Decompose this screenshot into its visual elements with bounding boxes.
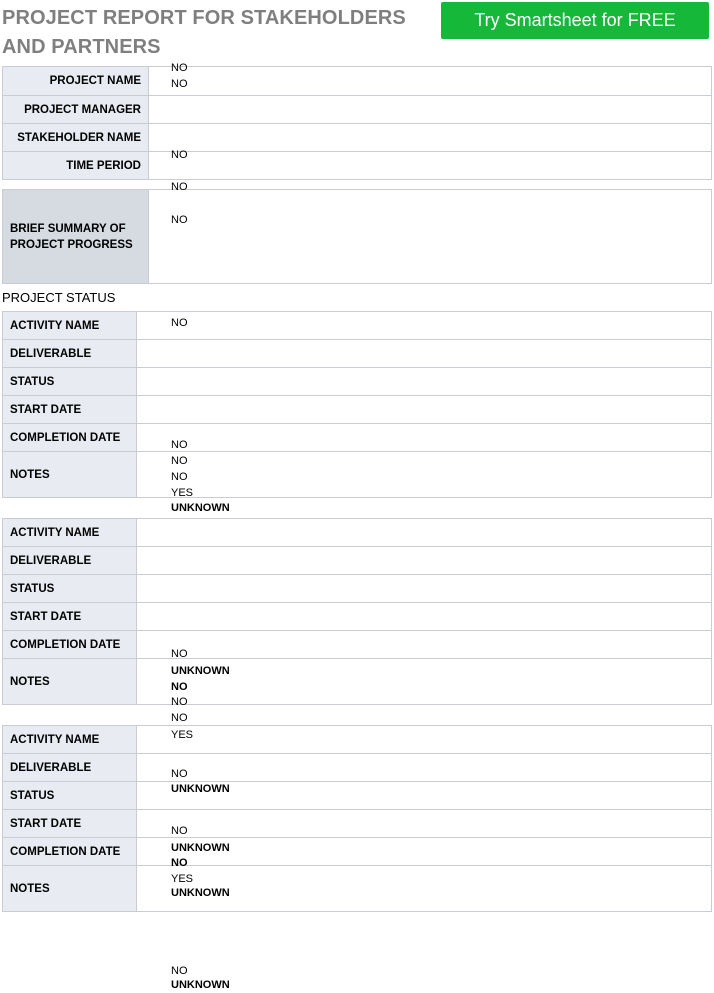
overlay-value: NO [171, 317, 188, 329]
completion-date-field[interactable] [137, 424, 712, 452]
overlay-value: NO [171, 455, 188, 467]
start-date-field[interactable] [137, 810, 712, 838]
overlay-value: NO [171, 471, 188, 483]
overlay-value: NO [171, 965, 188, 977]
page-title: PROJECT REPORT FOR STAKEHOLDERS AND PARTNERS [2, 7, 406, 58]
activity-name-field[interactable] [137, 726, 712, 754]
activity-name-field[interactable] [137, 312, 712, 340]
notes-label: NOTES [3, 866, 137, 912]
overlay-value: UNKNOWN [171, 783, 230, 795]
overlay-value: UNKNOWN [171, 502, 230, 514]
activity-name-label: ACTIVITY NAME [3, 519, 137, 547]
project-manager-label: PROJECT MANAGER [3, 96, 149, 124]
overlay-value: UNKNOWN [171, 665, 230, 677]
overlay-value: NO [171, 78, 188, 90]
overlay-value: NO [171, 439, 188, 451]
summary-label: BRIEF SUMMARY OF PROJECT PROGRESS [3, 190, 149, 284]
overlay-value: NO [171, 712, 188, 724]
status-block [2, 311, 712, 498]
project-status-heading: PROJECT STATUS [2, 290, 116, 305]
overlay-value: NO [171, 62, 188, 74]
overlay-value: YES [171, 729, 194, 741]
status-block [2, 725, 712, 912]
summary-table [2, 189, 712, 284]
start-date-label: START DATE [3, 396, 137, 424]
deliverable-label: DELIVERABLE [3, 340, 137, 368]
overlay-value: UNKNOWN [171, 842, 230, 854]
notes-label: NOTES [3, 659, 137, 705]
deliverable-field[interactable] [137, 547, 712, 575]
overlay-value: NO [171, 648, 188, 660]
start-date-label: START DATE [3, 603, 137, 631]
overlay-value: UNKNOWN [171, 887, 230, 899]
deliverable-field[interactable] [137, 754, 712, 782]
start-date-field[interactable] [137, 396, 712, 424]
deliverable-label: DELIVERABLE [3, 754, 137, 782]
completion-date-label: COMPLETION DATE [3, 838, 137, 866]
project-name-label: PROJECT NAME [3, 67, 149, 96]
activity-name-label: ACTIVITY NAME [3, 312, 137, 340]
completion-date-field[interactable] [137, 631, 712, 659]
time-period-label: TIME PERIOD [3, 152, 149, 180]
status-field[interactable] [137, 575, 712, 603]
overlay-value: UNKNOWN [171, 979, 230, 991]
status-label: STATUS [3, 575, 137, 603]
overlay-value: NO [171, 181, 188, 193]
notes-field[interactable] [137, 452, 712, 498]
overlay-value: NO [171, 825, 188, 837]
overlay-value: NO [171, 214, 188, 226]
overlay-value: NO [171, 696, 188, 708]
completion-date-label: COMPLETION DATE [3, 631, 137, 659]
overlay-value: YES [171, 487, 194, 499]
overlay-value: NO [171, 768, 188, 780]
overlay-value: YES [171, 873, 194, 885]
stakeholder-name-label: STAKEHOLDER NAME [3, 124, 149, 152]
activity-name-label: ACTIVITY NAME [3, 726, 137, 754]
status-label: STATUS [3, 782, 137, 810]
project-info-table [2, 66, 712, 180]
notes-label: NOTES [3, 452, 137, 498]
time-period-field[interactable] [149, 152, 712, 180]
deliverable-label: DELIVERABLE [3, 547, 137, 575]
overlay-value: NO [171, 857, 188, 869]
try-smartsheet-button[interactable]: Try Smartsheet for FREE [441, 2, 709, 39]
project-manager-field[interactable] [149, 96, 712, 124]
project-name-field[interactable] [149, 67, 712, 96]
status-block [2, 518, 712, 705]
status-label: STATUS [3, 368, 137, 396]
summary-field[interactable] [149, 190, 712, 284]
completion-date-label: COMPLETION DATE [3, 424, 137, 452]
activity-name-field[interactable] [137, 519, 712, 547]
stakeholder-name-field[interactable] [149, 124, 712, 152]
deliverable-field[interactable] [137, 340, 712, 368]
overlay-value: NO [171, 149, 188, 161]
start-date-field[interactable] [137, 603, 712, 631]
overlay-value: NO [171, 681, 188, 693]
status-field[interactable] [137, 368, 712, 396]
start-date-label: START DATE [3, 810, 137, 838]
